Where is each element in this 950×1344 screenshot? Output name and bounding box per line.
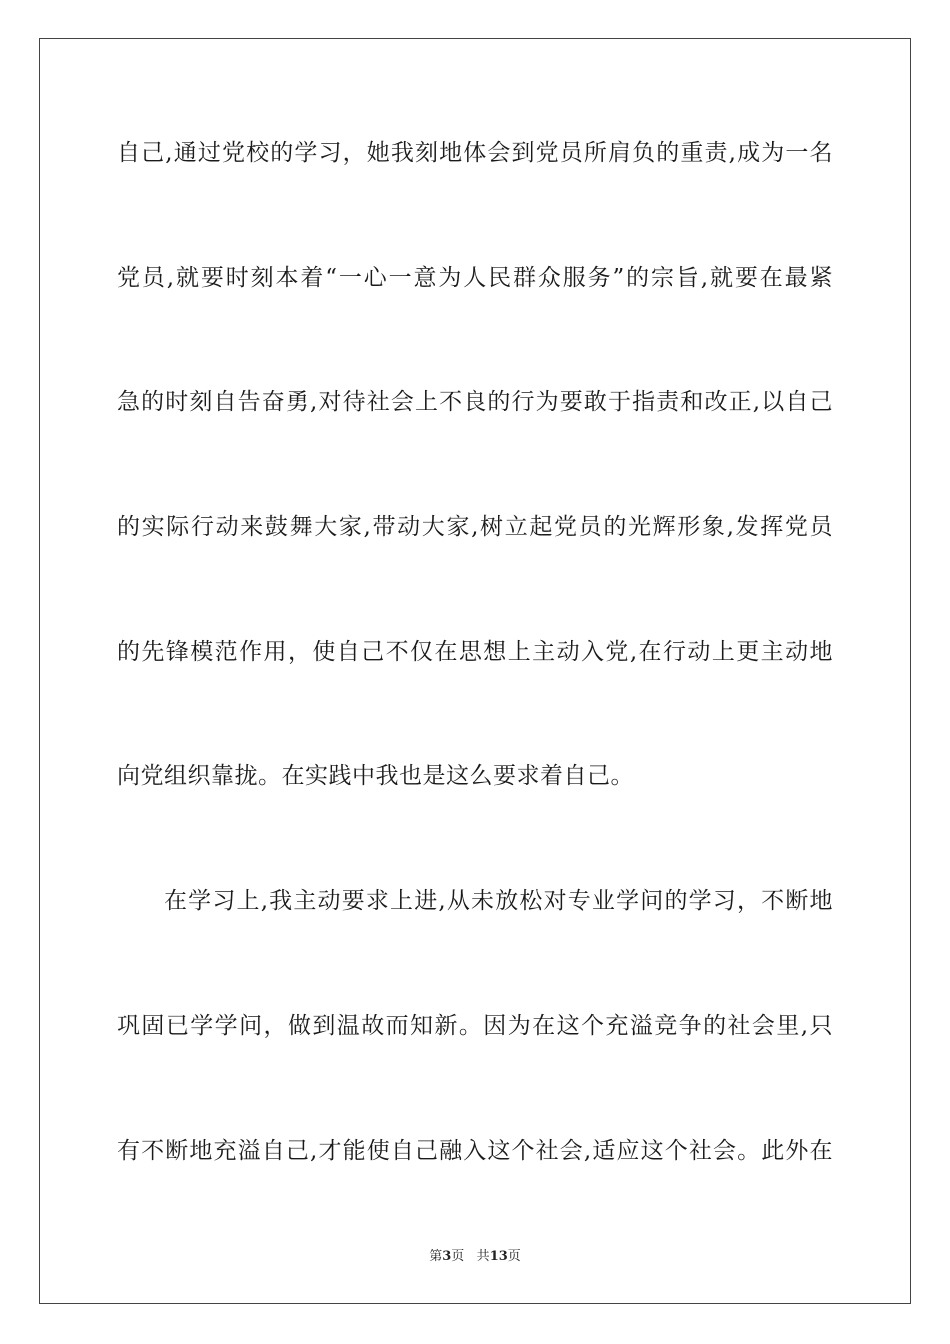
page-prefix: 第 [429, 1249, 443, 1264]
total-pages: 13 [489, 1249, 508, 1264]
body-line-paragraph-start: 在学习上,我主动要求上进,从未放松对专业学问的学习，不断地 [164, 888, 833, 915]
body-line-paragraph-end: 向党组织靠拢。在实践中我也是这么要求着自己。 [117, 763, 634, 790]
page-footer [0, 1248, 950, 1266]
document-body [117, 130, 833, 1252]
body-line: 有不断地充溢自己,才能使自己融入这个社会,适应这个社会。此外在 [117, 1137, 833, 1164]
body-line: 的先锋模范作用，使自己不仅在思想上主动入党,在行动上更主动地 [117, 638, 833, 665]
body-line: 巩固已学学问，做到温故而知新。因为在这个充溢竞争的社会里,只 [117, 1012, 833, 1039]
body-line: 自己,通过党校的学习，她我刻地体会到党员所肩负的重责,成为一名 [117, 140, 833, 166]
body-line: 党员,就要时刻本着“一心一意为人民群众服务”的宗旨,就要在最紧 [117, 264, 833, 291]
page-number: 3 [442, 1249, 452, 1264]
total-suffix: 页 [507, 1249, 521, 1264]
page-suffix: 页 [451, 1249, 465, 1264]
body-line: 急的时刻自告奋勇,对待社会上不良的行为要敢于指责和改正,以自己 [117, 389, 833, 416]
total-prefix: 共 [476, 1249, 490, 1264]
body-line: 的实际行动来鼓舞大家,带动大家,树立起党员的光辉形象,发挥党员 [117, 514, 833, 541]
